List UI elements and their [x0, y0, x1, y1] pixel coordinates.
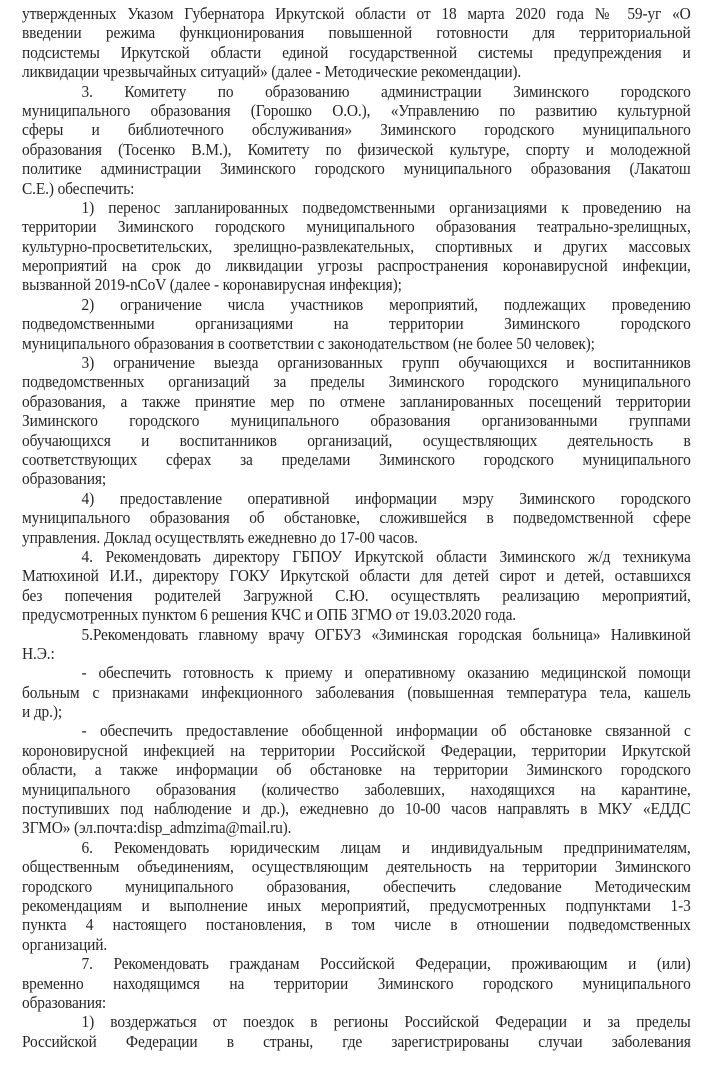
text-line: муниципального образования (Горошко О.О.), «Управлению по развитию культурной: [22, 100, 691, 120]
paragraph-first-line: 7. Рекомендовать гражданам Российской Федерации, проживающим и (или): [81, 954, 691, 974]
text-line: соответствующих сферах за пределами Зиминского городского муниципального: [22, 449, 691, 469]
text-line: муниципального образования в соответствии с законодательством (не более 50 человек);: [22, 333, 595, 353]
paragraph-first-line: 5.Рекомендовать главному врачу ОГБУЗ «Зиминская городская больница» Наливкиной: [81, 624, 691, 644]
paragraph-first-line: 1) перенос запланированных подведомственными организациями к проведению на: [81, 197, 691, 217]
paragraph-first-line: 3. Комитету по образованию администрации Зиминского городского: [81, 81, 691, 101]
text-line: Зиминского городского муниципального образования организованными группами: [22, 411, 691, 431]
text-line: области, а также информации об обстановке на территории Зиминского городского: [22, 760, 691, 780]
paragraph-first-line: 4. Рекомендовать директору ГБПОУ Иркутской области Зиминского ж/д техникума: [81, 546, 691, 566]
text-line: муниципального образования об обстановке, сложившейся в подведомственной сфере: [22, 508, 691, 528]
text-line: культурно-просветительских, зрелищно-развлекательных, спортивных и других массовых: [22, 236, 691, 256]
text-line: общественным объединениям, осуществляющим деятельность на территории Зиминского: [22, 857, 691, 877]
text-line: больным с признаками инфекционного заболевания (повышенная температура тела, кашель: [22, 682, 691, 702]
text-line: ЗГМО» (эл.почта:disp_admzima@mail.ru).: [22, 818, 292, 838]
text-line: ликвидации чрезвычайных ситуаций» (далее - Методические рекомендации).: [22, 62, 522, 82]
text-line: городского муниципального образования, обеспечить следование Методическим: [22, 876, 691, 896]
paragraph-first-line: - обеспечить готовность к приему и оперативному оказанию медицинской помощи: [81, 663, 691, 683]
text-line: и др.);: [22, 702, 63, 722]
text-line: политике администрации Зиминского городского муниципального образования (Лакатош: [22, 159, 691, 179]
text-line: организаций.: [22, 934, 108, 954]
text-line: предусмотренных пунктом 6 решения КЧС и ОПБ ЗГМО от 19.03.2020 года.: [22, 605, 517, 625]
text-line: образования, а также принятие мер по отмене запланированных посещений территории: [22, 391, 691, 411]
text-line: поступивших под наблюдение и др.), ежедневно до 10-00 часов направлять в МКУ «ЕДДС: [22, 799, 691, 819]
document-page: [22, 4, 691, 1051]
text-line: образования (Тосенко В.М.), Комитету по физической культуре, спорту и молодежной: [22, 139, 691, 159]
text-line: без попечения родителей Загружной С.Ю. осуществлять реализацию мероприятий,: [22, 585, 691, 605]
text-line: Н.Э.:: [22, 643, 55, 663]
text-line: утвержденных Указом Губернатора Иркутской области от 18 марта 2020 года № 59-уг «О: [22, 4, 691, 23]
text-line: пункта 4 настоящего постановления, в том числе в отношении подведомственных: [22, 915, 691, 935]
text-line: рекомендациям и выполнение иных мероприятий, предусмотренных подпунктами 1-3: [22, 895, 691, 915]
text-line: С.Е.) обеспечить:: [22, 178, 135, 198]
text-line: короновирусной инфекцией на территории Российской Федерации, территории Иркутской: [22, 740, 691, 760]
text-line: Российской Федерации в страны, где зарегистрированы случаи заболевания: [22, 1031, 691, 1051]
paragraph-first-line: 6. Рекомендовать юридическим лицам и индивидуальным предпринимателям,: [81, 837, 691, 857]
text-line: сферы и библиотечного обслуживания» Зиминского городского муниципального: [22, 120, 691, 140]
text-line: мероприятий на срок до ликвидации угрозы распространения коронавирусной инфекции,: [22, 256, 691, 276]
text-line: образования;: [22, 469, 107, 489]
paragraph-first-line: 2) ограничение числа участников мероприятий, подлежащих проведению: [81, 294, 691, 314]
text-line: вызванной 2019-nCoV (далее - коронавирусная инфекция);: [22, 275, 402, 295]
text-line: подведомственными организациями на территории Зиминского городского: [22, 314, 691, 334]
text-line: временно находящимся на территории Зиминского городского муниципального: [22, 973, 691, 993]
text-line: территории Зиминского городского муниципального образования театрально-зрелищных,: [22, 217, 691, 237]
text-line: Матюхиной И.И., директору ГОКУ Иркутской области для детей сирот и детей, оставшихся: [22, 566, 691, 586]
text-line: обучающихся и воспитанников организаций, осуществляющих деятельность в: [22, 430, 691, 450]
text-line: управления. Доклад осуществлять ежедневно до 17-00 часов.: [22, 527, 418, 547]
paragraph-first-line: 1) воздержаться от поездок в регионы Российской Федерации и за пределы: [81, 1012, 691, 1032]
text-line: образования:: [22, 992, 107, 1012]
text-line: введении режима функционирования повышенной готовности для территориальной: [22, 23, 691, 43]
text-line: подсистемы Иркутской области единой государственной системы предупреждения и: [22, 42, 691, 62]
paragraph-first-line: 3) ограничение выезда организованных групп обучающихся и воспитанников: [81, 353, 691, 373]
paragraph-first-line: - обеспечить предоставление обобщенной информации об обстановке связанной с: [81, 721, 691, 741]
text-line: муниципального образования (количество заболевших, находящихся на карантине,: [22, 779, 691, 799]
paragraph-first-line: 4) предоставление оперативной информации мэру Зиминского городского: [81, 488, 691, 508]
text-line: подведомственных организаций за пределы Зиминского городского муниципального: [22, 372, 691, 392]
